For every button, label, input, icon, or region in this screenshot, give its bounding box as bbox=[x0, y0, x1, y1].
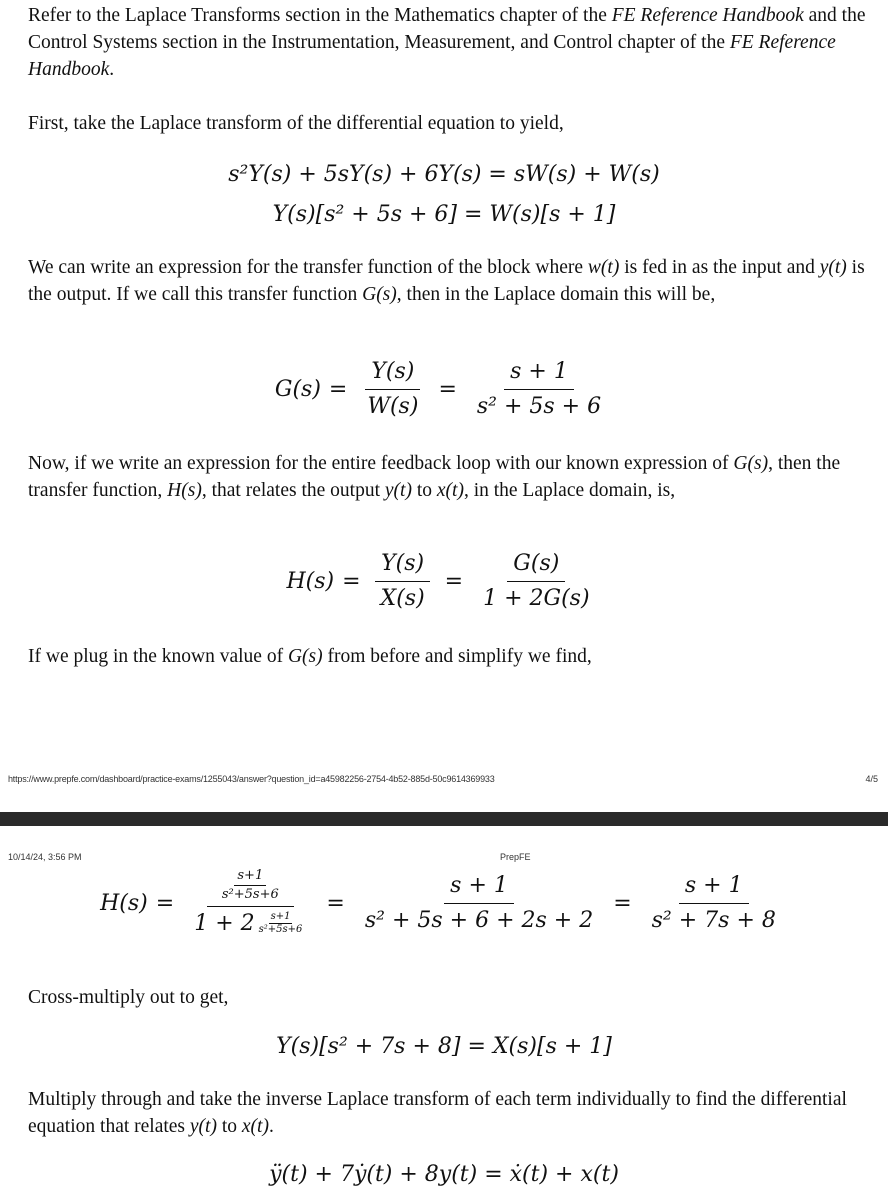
fraction: $\frac{s+1}{\text{s²+5s+6}}$ bbox=[258, 911, 303, 935]
h-simplified-equation: H(s) = $\frac{s+1}{\text{s²+5s+6}}$ 1 + 2 $\frac{s+1}{\text{s²+5s+6}}$ = $\frac{s + 1}{\text{s² + 5s + 6 + 2s + 2}}$ = $\frac{s + 1}{\text{s² + 7s + 8}}$ bbox=[0, 868, 888, 938]
footer-url-link[interactable]: https://www.prepfe.com/dashboard/practice-exams/1255043/answer?question_id=a45982256-2754-4b52-885d-50c9614369933 bbox=[8, 774, 495, 784]
fraction: $\frac{Y(s)}{W(s)}$ bbox=[367, 359, 419, 419]
first-step-paragraph: First, take the Laplace transform of the differential equation to yield, bbox=[28, 113, 564, 134]
plug-in-paragraph: If we plug in the known value of G(s) from before and simplify we find, bbox=[28, 646, 592, 667]
compound-fraction: $\frac{s+1}{\text{s²+5s+6}}$ 1 + 2 $\frac{s+1}{\text{s²+5s+6}}$ bbox=[194, 868, 303, 936]
fraction: $\frac{s + 1}{\text{s² + 5s + 6 + 2s + 2}}$ bbox=[364, 872, 594, 933]
header-date: 10/14/24, 3:56 PM bbox=[8, 852, 82, 862]
fraction: $\frac{G(s)}{1 + 2G(s)}$ bbox=[483, 551, 590, 611]
inverse-laplace-paragraph: Multiply through and take the inverse Laplace transform of each term individually to find the differential equation that relates y(t) to x(t). bbox=[28, 1089, 847, 1137]
cross-multiply-paragraph: Cross-multiply out to get, bbox=[28, 987, 229, 1008]
g-transfer-function-equation: G(s) = $\frac{Y(s)}{W(s)}$ = $\frac{s + 1}{\text{s² + 5s + 6}}$ bbox=[0, 358, 888, 421]
laplace-equation-2: Y(s)[s² + 5s + 6] = W(s)[s + 1] bbox=[272, 202, 616, 227]
laplace-equation-1: s²Y(s) + 5sY(s) + 6Y(s) = sW(s) + W(s) bbox=[228, 162, 660, 187]
feedback-loop-paragraph: Now, if we write an expression for the entire feedback loop with our known expression of G(s), then the transfer function, H(s), that relates the output y(t) to x(t), in the Laplace domain, is, bbox=[28, 453, 841, 501]
cross-multiplied-equation: Y(s)[s² + 7s + 8] = X(s)[s + 1] bbox=[276, 1034, 612, 1059]
pdf-page-5 bbox=[0, 826, 888, 1200]
h-transfer-function-equation: H(s) = $\frac{Y(s)}{X(s)}$ = $\frac{G(s)}{1 + 2G(s)}$ bbox=[0, 550, 888, 613]
handbook-title: FE Reference Handbook bbox=[611, 5, 804, 26]
fraction: $\frac{s + 1}{\text{s² + 5s + 6}}$ bbox=[476, 359, 602, 419]
fraction: $\frac{s + 1}{\text{s² + 7s + 8}}$ bbox=[651, 872, 776, 933]
fraction: $\frac{Y(s)}{X(s)}$ bbox=[375, 550, 431, 613]
reference-paragraph: Refer to the Laplace Transforms section in the Mathematics chapter of the FE Reference Handbook and the Control Systems section in the Instrumentation, Measurement, and Control chapter of the FE Reference Handbook. bbox=[28, 5, 866, 80]
differential-equation-final: ÿ(t) + 7ẏ(t) + 8y(t) = ẋ(t) + x(t) bbox=[269, 1162, 619, 1187]
header-site-name: PrepFE bbox=[500, 852, 531, 862]
fraction: $\frac{s+1}{\text{s²+5s+6}}$ bbox=[221, 868, 279, 902]
page-separator bbox=[0, 812, 888, 826]
footer-page-number: 4/5 bbox=[865, 774, 878, 784]
transfer-function-paragraph: We can write an expression for the transfer function of the block where w(t) is fed in as the input and y(t) is the output. If we call this transfer function G(s), then in the Laplace domain this will be, bbox=[28, 257, 865, 305]
handbook-title: FE Reference Handbook bbox=[28, 32, 836, 80]
